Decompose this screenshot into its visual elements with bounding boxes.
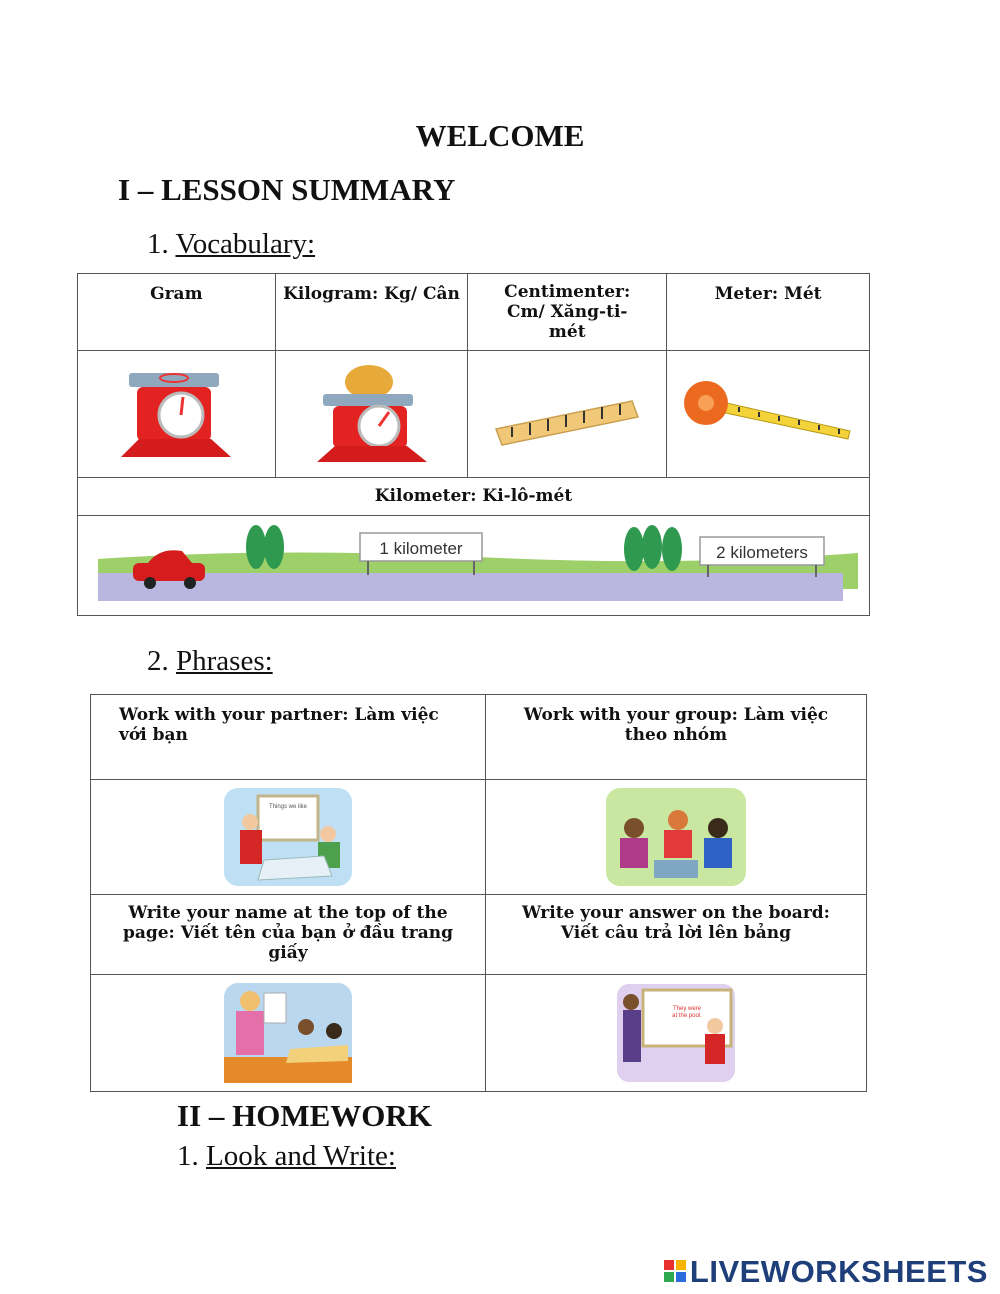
vocabulary-table: [77, 273, 870, 616]
phrases-heading: [147, 645, 273, 678]
vocab-word-meter: Meter: Mét: [714, 284, 822, 304]
sign-1km-text: 1 kilometer: [379, 538, 463, 558]
partner-image: [91, 780, 486, 895]
write-name-icon: [224, 983, 352, 1083]
trees-right-icon: [624, 525, 682, 571]
vocab-word-gram: Gram: [150, 284, 203, 304]
tape-measure-image: [667, 351, 870, 478]
group-image: [485, 780, 866, 895]
phrases-label: Phrases:: [176, 645, 273, 677]
logo-blocks-icon: [664, 1260, 686, 1282]
phrase-name: Write your name at the top of the page: Viết tên của bạn ở đầu trang giấy: [122, 903, 453, 963]
vocab-word-centimeter: Centimenter: Cm/ Xăng-ti- mét: [504, 282, 631, 342]
board-text-2: They were at the pool.: [672, 1006, 702, 1020]
lesson-summary-heading: I – LESSON SUMMARY: [118, 172, 456, 207]
ruler-image: [468, 351, 667, 478]
sign-2km-text: 2 kilometers: [716, 542, 808, 562]
kilometer-label: Kilometer: Ki-lô-mét: [374, 486, 573, 506]
board-text-1: Things we like: [268, 804, 307, 810]
vocab-word-kilogram: Kilogram: Kg/ Cân: [283, 284, 460, 304]
page-title: WELCOME: [415, 118, 585, 153]
gram-scale-image: [78, 351, 276, 478]
write-board-icon: [617, 984, 735, 1082]
kilometer-road-image: [78, 516, 870, 616]
look-and-write-heading: [177, 1140, 396, 1173]
liveworksheets-logo[interactable]: [664, 1254, 988, 1290]
homework-heading: II – HOMEWORK: [177, 1098, 432, 1133]
ruler-icon: [492, 379, 642, 449]
phrase-partner: Work with your partner: Làm việc với bạn: [119, 705, 439, 745]
phrase-group: Work with your group: Làm việc theo nhóm: [523, 705, 829, 745]
phrase-board: Write your answer on the board: Viết câu trả lời lên bảng: [521, 903, 830, 943]
group-work-icon: [606, 788, 746, 886]
phrases-table: [90, 694, 867, 1092]
homework-label: Look and Write:: [206, 1140, 396, 1172]
phrases-number: 2.: [147, 645, 169, 677]
homework-number: 1.: [177, 1140, 199, 1172]
kilogram-scale-image: [275, 351, 468, 478]
scale-icon: [111, 369, 241, 459]
scale-with-melon-icon: [307, 364, 437, 464]
partner-work-icon: [224, 788, 352, 886]
tape-measure-icon: [678, 379, 858, 449]
vocabulary-heading: [147, 228, 315, 261]
board-image: [485, 975, 866, 1092]
vocabulary-number: 1.: [147, 228, 169, 260]
name-image: [91, 975, 486, 1092]
road-scene-icon: [78, 517, 868, 615]
logo-text: LIVEWORKSHEETS: [689, 1254, 988, 1289]
vocabulary-label: Vocabulary:: [175, 228, 316, 260]
